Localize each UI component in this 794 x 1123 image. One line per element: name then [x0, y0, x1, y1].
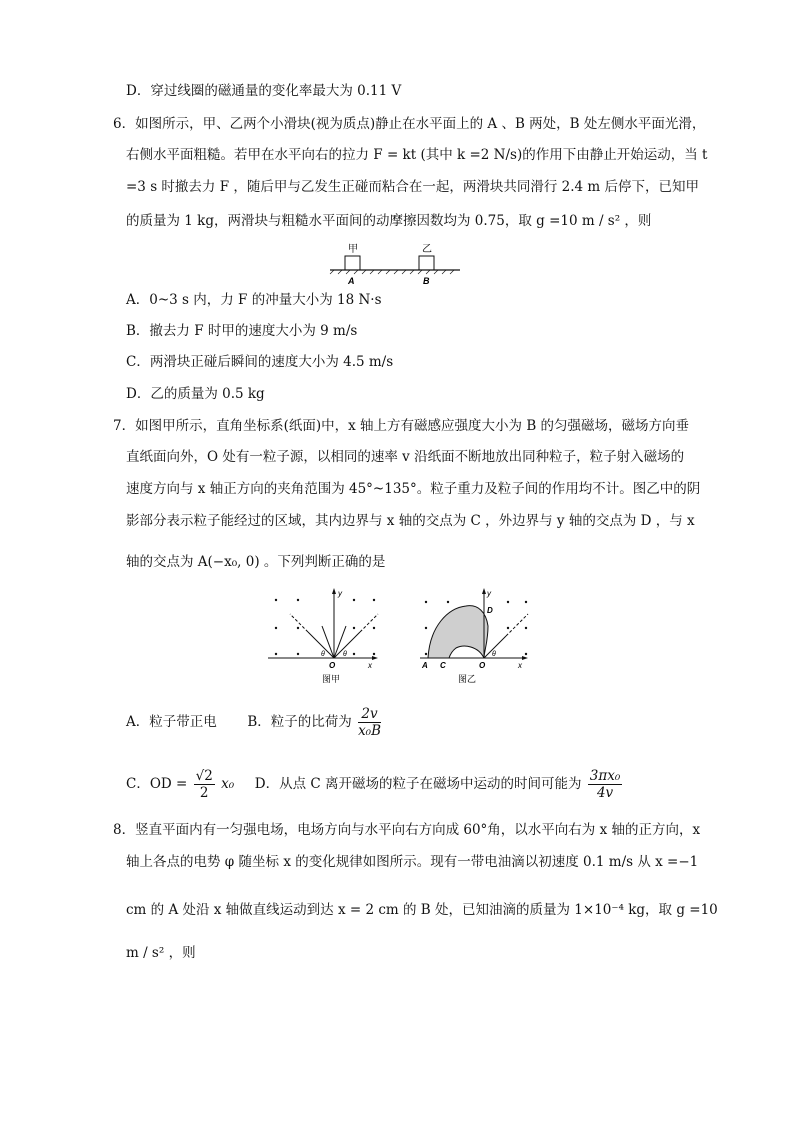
label-yi: 乙 — [422, 244, 432, 255]
option-b-fraction: $\frac{2v}{\text{x₀B}}$ — [358, 706, 382, 739]
caption-yi: 图乙 — [458, 674, 477, 684]
question-5-option-d: D．穿过线圈的磁通量的变化率最大为 0.11 V — [126, 83, 402, 99]
figure-yi — [418, 586, 534, 686]
label-jia: 甲 — [348, 244, 358, 255]
question-8-stem-line-2: 轴上各点的电势 φ 随坐标 x 的变化规律如图所示。现有一带电油滴以初速度 0.1 m/s 从 x =−1 — [126, 854, 699, 870]
question-7-options-cd: C．OD = $\frac{√2}{2}$ x₀ D．从点 C 离开磁场的粒子在磁场中运动的时间可能为 $\frac{\text{3πx₀}}{4v}$ — [126, 768, 621, 801]
question-6-option-a: A．0~3 s 内，力 F 的冲量大小为 18 N·s — [126, 292, 382, 308]
svg-text:O: O — [479, 661, 486, 670]
svg-text:y: y — [487, 589, 491, 598]
sliders-figure — [326, 240, 462, 288]
question-7-option-c-prefix: C．OD = — [126, 776, 188, 792]
svg-text:θ: θ — [321, 651, 325, 658]
block-jia — [345, 256, 360, 270]
option-d-fraction: $\frac{\text{3πx₀}}{4v}$ — [589, 768, 621, 801]
question-7-option-a: A．粒子带正电 — [126, 714, 217, 730]
block-yi — [419, 256, 434, 270]
question-7-option-b-prefix: B．粒子的比荷为 — [247, 714, 352, 730]
svg-text:y: y — [338, 589, 342, 598]
question-7-option-d-prefix: D．从点 C 离开磁场的粒子在磁场中运动的时间可能为 — [254, 776, 582, 792]
question-7-stem-line-4: 影部分表示粒子能经过的区域，其内边界与 x 轴的交点为 C ，外边界与 y 轴的交点为 D ，与 x — [126, 513, 695, 529]
svg-text:C: C — [440, 661, 446, 670]
question-6-stem-line-2: 右侧水平面粗糙。若甲在水平向右的拉力 F = kt (其中 k =2 N/s)的作用下由静止开始运动，当 t — [126, 147, 708, 163]
question-6-option-d: D．乙的质量为 0.5 kg — [126, 386, 265, 402]
question-7-options-ab — [126, 705, 383, 739]
svg-text:θ: θ — [492, 651, 496, 658]
question-6-option-c: C．两滑块正碰后瞬间的速度大小为 4.5 m/s — [126, 354, 394, 370]
question-6-stem-line-4: 的质量为 1 kg，两滑块与粗糙水平面间的动摩擦因数均为 0.75，取 g =10 m / s² ，则 — [126, 213, 652, 229]
question-7-stem-line-1: 7．如图甲所示，直角坐标系(纸面)中，x 轴上方有磁感应强度大小为 B 的匀强磁场，磁场方向垂 — [113, 418, 690, 434]
question-8-stem-line-4: m / s² ，则 — [126, 945, 196, 961]
question-6-stem-line-1: 6．如图所示，甲、乙两个小滑块(视为质点)静止在水平面上的 A 、B 两处，B 处左侧水平面光滑， — [113, 116, 706, 132]
svg-text:A: A — [422, 661, 428, 670]
question-7-stem-line-2: 直纸面向外，O 处有一粒子源，以相同的速率 v 沿纸面不断地放出同种粒子，粒子射入磁场的 — [126, 449, 685, 465]
svg-text:O: O — [329, 661, 336, 670]
figure-jia — [266, 586, 386, 686]
option-c-fraction: $\frac{√2}{2}$ — [195, 768, 213, 801]
svg-text:θ: θ — [343, 651, 347, 658]
svg-text:D: D — [487, 606, 493, 615]
shaded-region — [428, 606, 488, 658]
question-6-option-b: B．撤去力 F 时甲的速度大小为 9 m/s — [126, 323, 358, 339]
svg-text:x: x — [368, 661, 372, 670]
caption-jia: 图甲 — [322, 674, 341, 684]
label-A: A — [348, 276, 355, 286]
question-8-stem-line-1: 8．竖直平面内有一匀强电场，电场方向与水平向右方向成 60°角，以水平向右为 x 轴的正方向，x — [113, 822, 701, 838]
question-8-stem-line-3: cm 的 A 处沿 x 轴做直线运动到达 x = 2 cm 的 B 处，已知油滴的质量为 1×10⁻⁴ kg，取 g =10 — [126, 902, 718, 918]
question-7-stem-line-3: 速度方向与 x 轴正方向的夹角范围为 45°~135°。粒子重力及粒子间的作用均不计。图乙中的阴 — [126, 481, 701, 497]
svg-text:x: x — [518, 661, 522, 670]
label-B: B — [423, 276, 430, 286]
question-7-stem-line-5: 轴的交点为 A(−x₀, 0) 。下列判断正确的是 — [126, 554, 386, 570]
question-6-stem-line-3: =3 s 时撤去力 F ，随后甲与乙发生正碰而粘合在一起，两滑块共同滑行 2.4 m 后停下，已知甲 — [126, 179, 700, 195]
